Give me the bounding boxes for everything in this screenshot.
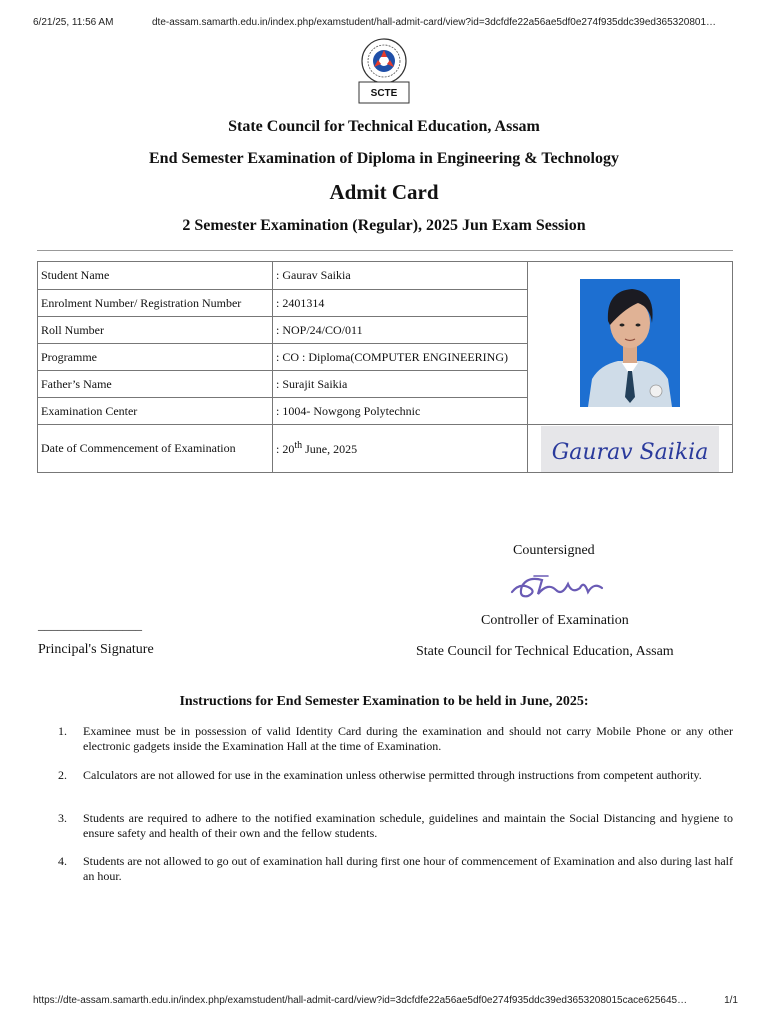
header-url: dte-assam.samarth.edu.in/index.php/examstudent/hall-admit-card/view?id=3dcfdfe22a56ae5df0e274f935ddc39ed365320801… <box>152 17 716 28</box>
row-label: Programme <box>38 344 273 371</box>
table-row <box>38 425 733 473</box>
instruction-text: Calculators are not allowed for use in the examination unless otherwise permitted through instructions from competent authority. <box>83 768 702 782</box>
admit-card-title: Admit Card <box>329 180 439 204</box>
row-label: Father’s Name <box>38 371 273 398</box>
footer-url: https://dte-assam.samarth.edu.in/index.php/examstudent/hall-admit-card/view?id=3dcfdfe22a56ae5df0e274f935ddc39ed3653208015cace625645… <box>33 995 688 1006</box>
row-value: : NOP/24/CO/011 <box>273 317 528 344</box>
row-label: Enrolment Number/ Registration Number <box>38 290 273 317</box>
row-value: : 1004- Nowgong Polytechnic <box>273 398 528 425</box>
header-divider <box>37 250 733 251</box>
row-value: : Surajit Saikia <box>273 371 528 398</box>
instruction-item <box>58 854 733 884</box>
controller-signature-icon <box>508 568 608 604</box>
row-value: : Gaurav Saikia <box>273 262 528 290</box>
row-value: : CO : Diploma(COMPUTER ENGINEERING) <box>273 344 528 371</box>
logo-acronym: SCTE <box>370 88 398 99</box>
commencement-value: : 20th June, 2025 <box>273 425 528 473</box>
instruction-number: 4. <box>58 854 67 868</box>
instruction-text: Students are not allowed to go out of examination hall during first one hour of commencement of Examination and also during last half an hour. <box>83 854 733 883</box>
signature-cell <box>528 425 733 473</box>
controller-council-label: State Council for Technical Education, Assam <box>416 644 674 659</box>
instruction-text: Examinee must be in possession of valid Identity Card during the examination and should not carry Mobile Phone or any other electronic gadgets inside the Examination Hall at the time of Examination. <box>83 724 733 753</box>
row-label: Examination Center <box>38 398 273 425</box>
instruction-item <box>58 724 733 754</box>
commencement-label: Date of Commencement of Examination <box>38 425 273 473</box>
print-date: 6/21/25, 11:56 AM <box>33 17 114 28</box>
scte-logo-icon <box>356 37 412 105</box>
session-title: 2 Semester Examination (Regular), 2025 Jun Exam Session <box>182 217 586 234</box>
student-signature <box>541 426 719 472</box>
instruction-text: Students are required to adhere to the notified examination schedule, guidelines and maintain the Social Distancing and hygiene to ensure safety and health of their own and the fellow students. <box>83 811 733 840</box>
photo-cell <box>528 262 733 425</box>
instruction-number: 1. <box>58 724 67 738</box>
controller-label: Controller of Examination <box>481 613 629 628</box>
instruction-number: 2. <box>58 768 67 782</box>
table-row <box>38 262 733 290</box>
instructions-title: Instructions for End Semester Examination to be held in June, 2025: <box>179 694 589 709</box>
exam-title: End Semester Examination of Diploma in Engineering & Technology <box>149 150 619 167</box>
countersigned-label: Countersigned <box>513 543 595 558</box>
row-label: Student Name <box>38 262 273 290</box>
row-value: : 2401314 <box>273 290 528 317</box>
instruction-item <box>58 811 733 841</box>
student-info-table <box>37 261 733 473</box>
student-photo <box>580 279 680 407</box>
principal-label: Principal's Signature <box>38 642 154 657</box>
instruction-number: 3. <box>58 811 67 825</box>
row-label: Roll Number <box>38 317 273 344</box>
principal-signature-line: ________________ <box>38 617 142 632</box>
council-title: State Council for Technical Education, Assam <box>228 118 540 135</box>
instruction-item <box>58 768 733 783</box>
page-number: 1/1 <box>724 995 738 1006</box>
student-signature-text: Gaurav Saikia <box>551 439 709 465</box>
